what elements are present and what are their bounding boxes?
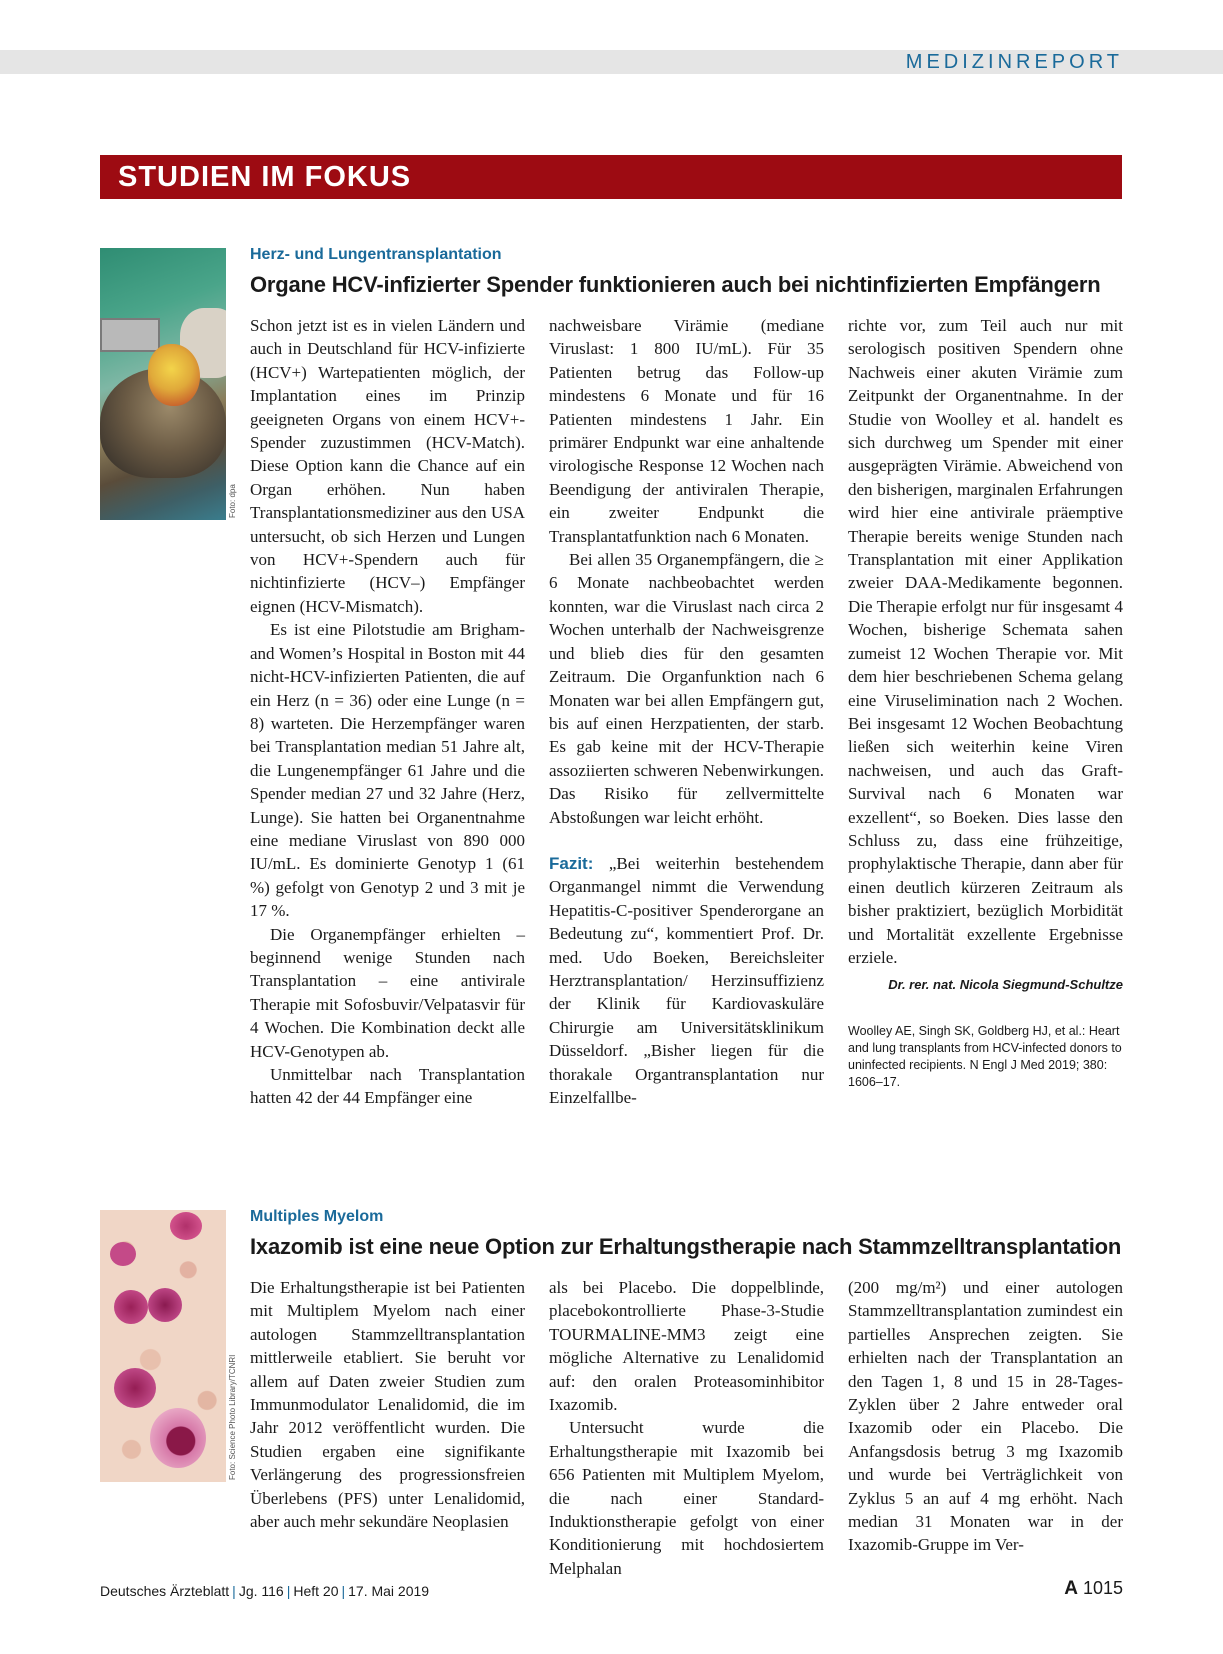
- photo-cell-shape: [170, 1212, 202, 1240]
- reference: Woolley AE, Singh SK, Goldberg HJ, et al.: Heart and lung transplants from HCV-infected donors to uninfected recipients. N Engl J Med 2019; 380: 1606–17.: [848, 1023, 1122, 1089]
- author-byline: Dr. rer. nat. Nicola Siegmund-Schultze: [888, 977, 1123, 993]
- page-prefix: A: [1064, 1578, 1078, 1599]
- photo-organ-shape: [148, 344, 200, 406]
- paragraph: Die Organempfänger erhielten – beginnend wenige Stunden nach Transplantation – eine antivirale Therapie mit Sofosbuvir/Velpatasvir für 4 Wochen. Die Kombination deckt alle HCV-Genotypen ab.: [250, 924, 525, 1061]
- article2-column-1: [250, 1276, 525, 1533]
- article1-column-3: [848, 314, 1123, 1091]
- fazit-paragraph: [549, 852, 824, 1109]
- paragraph: Es ist eine Pilotstudie am Brigham- and Women’s Hospital in Boston mit 44 nicht-HCV-infizierten Patienten, die auf ein Herz (n = 36) oder eine Lunge (n = 8) warteten. Die Herzempfänger waren bei Transplantation median 51 Jahre alt, die Lungenempfänger 61 Jahre und die Spender median 27 und 32 Jahre (Herz, Lunge). Sie hatten bei Organentnahme eine mediane Viruslast von 890 000 IU/mL. Es dominierte Genotyp 1 (61 %) gefolgt von Genotyp 2 und 3 mit je 17 %.: [250, 620, 525, 921]
- article1-column-1: [250, 314, 525, 1110]
- article2-column-2: [549, 1276, 824, 1580]
- article1-column-2: [549, 314, 824, 1109]
- page-number-value: 1015: [1082, 1578, 1123, 1598]
- photo-machine-shape: [100, 318, 160, 352]
- page-number: [1064, 1578, 1123, 1600]
- photo-cell-shape: [148, 1288, 182, 1322]
- paragraph: Unmittelbar nach Transplantation hatten 42 der 44 Empfänger eine: [250, 1065, 525, 1108]
- banner-title: STUDIEN IM FOKUS: [100, 155, 1122, 199]
- journal-date: 17. Mai 2019: [348, 1583, 430, 1599]
- paragraph: Die Erhaltungstherapie ist bei Patienten mit Multiplem Myelom nach einer autologen Stammzelltransplantation mittlerweile etabliert. Sie beruht vor allem auf Daten zweier Studien zum Immunmodulator Lenalidomid, die im Jahr 2012 veröffentlicht wurden. Die Studien ergaben eine signifikante Verlängerung des progressionsfreien Überlebens (PFS) unter Lenalidomid, aber auch mehr sekundäre Neoplasien: [250, 1278, 525, 1532]
- photo-cell-shape: [150, 1408, 206, 1468]
- footer-citation: Deutsches Ärzteblatt | Jg. 116 | Heft 20 | 17. Mai 2019: [100, 1583, 430, 1599]
- article2-column-3: [848, 1276, 1123, 1557]
- photo-cell-shape: [110, 1242, 136, 1266]
- journal-name: Deutsches Ärzteblatt: [100, 1583, 230, 1599]
- journal-issue: Heft 20: [293, 1583, 339, 1599]
- fazit-label: Fazit:: [549, 853, 594, 873]
- article1-photo-credit: Foto: dpa: [228, 484, 237, 518]
- journal-volume: Jg. 116: [238, 1583, 284, 1599]
- article1-headline: Organe HCV-infizierter Spender funktionieren auch bei nichtinfizierten Empfängern: [250, 272, 1101, 297]
- paragraph: richte vor, zum Teil auch nur mit serologisch positiven Spendern ohne Nachweis einer akuten Virämie zum Zeitpunkt der Organentnahme. In der Studie von Woolley et al. handelt es sich durchweg um Spender mit einer ausgeprägten Virämie. Abweichend von den bisherigen, marginalen Erfahrungen wird hier eine antivirale präemptive Therapie bereits wenige Stunden nach Transplantation mit einer Applikation zweier DAA-Medikamente begonnen. Die Therapie erfolgt nur für insgesamt 4 Wochen, bisherige Schemata sahen zumeist 12 Wochen Therapie vor. Mit dem hier beschriebenen Schema gelang eine Viruselimination nach 2 Wochen. Bei insgesamt 12 Wochen Beobachtung ließen sich weiterhin keine Viren nachweisen, und auch das Graft-Survival nach 6 Monaten war exzellent“, so Boeken. Dies lasse den Schluss zu, dass eine frühzeitige, prophylaktische Therapie, dann aber für einen deutlich kürzeren Zeitraum als bisher praktiziert, bezüglich Morbidität und Mortalität exzellente Ergebnisse erziele.: [848, 316, 1123, 967]
- paragraph: nachweisbare Virämie (mediane Viruslast: 1 800 IU/mL). Für 35 Patienten betrug das Follow-up mindestens 6 Monate und für 16 Patienten mindestens 1 Jahr. Ein primärer Endpunkt war eine anhaltende virologische Response 12 Wochen nach Beendigung der antiviralen Therapie, ein zweiter Endpunkt die Transplantatfunktion nach 6 Monaten.: [549, 316, 824, 546]
- article2-photo-credit: Foto: Science Photo Library/TCNRI: [228, 1354, 237, 1480]
- photo-cell-shape: [114, 1290, 148, 1324]
- article1-photo: [100, 248, 226, 520]
- article2-photo: [100, 1210, 226, 1482]
- paragraph: Untersucht wurde die Erhaltungstherapie mit Ixazomib bei 656 Patienten mit Multiplem Myelom, die nach einer Standard-Induktionstherapie gefolgt von einer Konditionierung mit hochdosiertem Melphalan: [549, 1418, 824, 1578]
- paragraph: Bei allen 35 Organempfängern, die ≥ 6 Monate nachbeobachtet werden konnten, war die Viruslast nach circa 2 Wochen unterhalb der Nachweisgrenze und blieb dies für den gesamten Zeitraum. Die Organfunktion nach 6 Monaten war bei allen Empfängern gut, bis auf einen Herzpatienten, der starb. Es gab keine mit der HCV-Therapie assoziierten schweren Nebenwirkungen. Das Risiko für zellvermittelte Abstoßungen war leicht erhöht.: [549, 550, 824, 827]
- paragraph: als bei Placebo. Die doppelblinde, placebokontrollierte Phase-3-Studie TOURMALINE-MM3 zeigt eine mögliche Alternative zu Lenalidomid auf: den oralen Proteasominhibitor Ixazomib.: [549, 1278, 824, 1415]
- article1-kicker: Herz- und Lungentransplantation: [250, 246, 502, 263]
- fazit-text: „Bei weiterhin bestehendem Organmangel nimmt die Verwendung Hepatitis-C-positiver Spenderorgane an Bedeutung zu“, kommentiert Prof. Dr. med. Udo Boeken, Bereichsleiter Herztransplantation/ Herzinsuffizienz der Klinik für Kardiovaskuläre Chirurgie am Universitätsklinikum Düsseldorf. „Bisher liegen für die thorakale Organtransplantation nur Einzelfallbe-: [549, 853, 824, 1107]
- paragraph: (200 mg/m²) und einer autologen Stammzelltransplantation zumindest ein partielles Ansprechen zeigten. Sie erhielten nach der Transplantation an den Tagen 1, 8 und 15 in 28-Tages-Zyklen über 2 Jahre entweder oral Ixazomib oder ein Placebo. Die Anfangsdosis betrug 3 mg Ixazomib und wurde bei Verträglichkeit von Zyklus 5 an auf 4 mg erhöht. Nach median 31 Monaten war in der Ixazomib-Gruppe im Ver-: [848, 1278, 1123, 1555]
- photo-cell-shape: [114, 1368, 156, 1408]
- article2-headline: Ixazomib ist eine neue Option zur Erhaltungstherapie nach Stammzelltransplantation: [250, 1234, 1122, 1259]
- section-label: MEDIZINREPORT: [905, 51, 1123, 73]
- paragraph: Schon jetzt ist es in vielen Ländern und auch in Deutschland für HCV-infizierte (HCV+) Wartepatienten möglich, der Implantation eines im Prinzip geeigneten Organs von einem HCV+-Spender zuzustimmen (HCV-Match). Diese Option kann die Chance auf ein Organ erhöhen. Nun haben Transplantationsmediziner aus den USA untersucht, ob sich Herzen und Lungen von HCV+-Spendern auch für nichtinfizierte (HCV–) Empfänger eignen (HCV-Mismatch).: [250, 316, 525, 616]
- article2-kicker: Multiples Myelom: [250, 1208, 384, 1225]
